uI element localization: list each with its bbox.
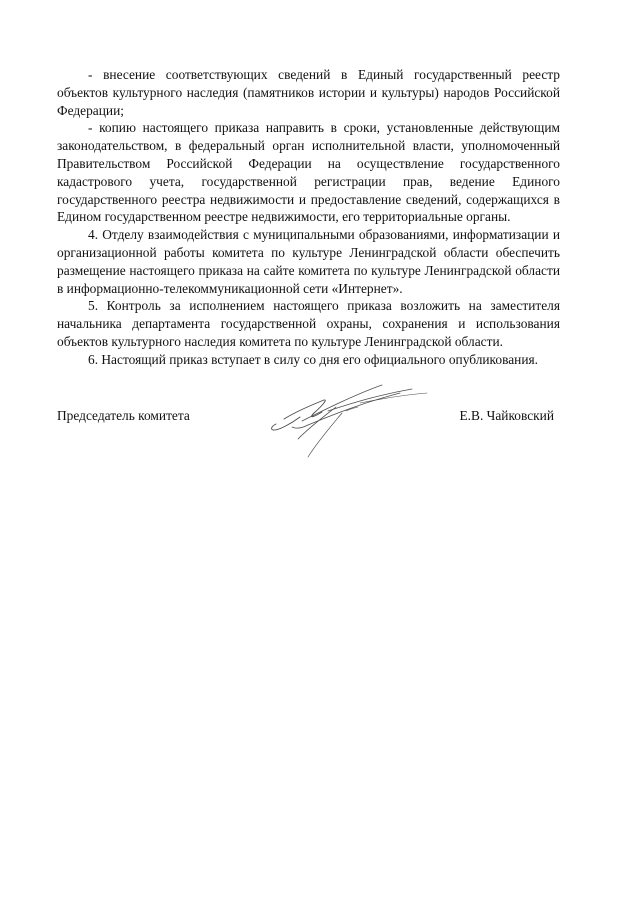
paragraph-registry-entry: - внесение соответствующих сведений в Единый государственный реестр объектов культурного наследия (памятников истории и культуры) народов Российской Федерации; [57,67,560,118]
paragraph-item-4: 4. Отделу взаимодействия с муниципальными образованиями, информатизации и организационной работы комитета по культуре Ленинградской области обеспечить размещение настоящего приказа на сайте комитета по культуре Ленинградской области в информационно-телекоммуникационной сети «Интернет». [57,227,560,296]
signatory-role: Председатель комитета [57,408,190,423]
document-body [57,66,560,369]
signatory-name: Е.В. Чайковский [459,408,554,423]
handwritten-signature [262,381,432,471]
signature-block [57,407,560,487]
paragraph-item-5: 5. Контроль за исполнением настоящего приказа возложить на заместителя начальника департамента государственной охраны, сохранения и использования объектов культурного наследия комитета по культуре Ленинградской области. [57,298,560,349]
paragraph-copy-distribution: - копию настоящего приказа направить в сроки, установленные действующим законодательством, в федеральный орган исполнительной власти, уполномоченный Правительством Российской Федерации на осуществление государственного кадастрового учета, государственной регистрации прав, ведение Единого государственного реестра недвижимости и предоставление сведений, содержащихся в Едином государственном реестре недвижимости, его территориальные органы. [57,120,560,225]
paragraph-item-6: 6. Настоящий приказ вступает в силу со дня его официального опубликования. [88,351,538,367]
